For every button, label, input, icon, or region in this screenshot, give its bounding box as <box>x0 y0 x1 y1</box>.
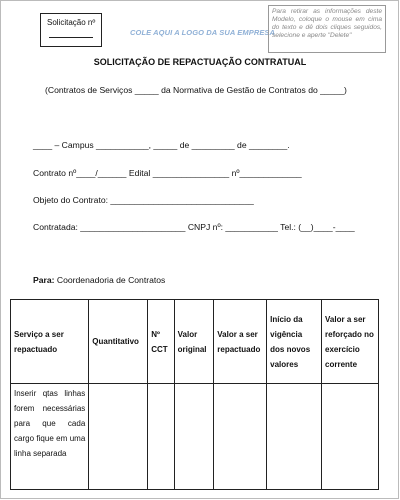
table-header-row <box>11 300 379 384</box>
header-cell: Quantitativo <box>89 300 148 384</box>
table-cell[interactable] <box>89 384 148 490</box>
table-row <box>11 384 379 490</box>
contrato-edital-line: Contrato nº____/______ Edital ________________ nº_____________ <box>33 168 302 178</box>
header-cell: Valor a ser reforçado no exercício corrente <box>322 300 379 384</box>
para-label: Para: <box>33 275 55 285</box>
addressee-line <box>33 275 165 285</box>
header-cell: Valor a ser repactuado <box>214 300 267 384</box>
table-cell[interactable] <box>174 384 214 490</box>
solicitacao-box <box>40 13 102 47</box>
campus-date-line: ____ – Campus ___________, _____ de _________ de ________. <box>33 140 290 150</box>
logo-placeholder: COLE AQUI A LOGO DA SUA EMPRESA <box>130 28 276 37</box>
solicitacao-label: Solicitação nº <box>47 18 96 27</box>
header-cell: Início da vigência dos novos valores <box>267 300 322 384</box>
repactuation-table <box>10 299 379 490</box>
table-cell[interactable] <box>148 384 174 490</box>
header-cell: Serviço a ser repactuado <box>11 300 89 384</box>
header-cell: Nº CCT <box>148 300 174 384</box>
instruction-note: Para retirar as informações deste Modelo, coloque o mouse em cima do texto e dê dois cliques seguidos, selecione e aperte "Delete" <box>268 5 386 53</box>
objeto-contrato-line: Objeto do Contrato: ______________________________ <box>33 195 254 205</box>
document-title: SOLICITAÇÃO DE REPACTUAÇÃO CONTRATUAL <box>93 57 307 67</box>
contracts-line: (Contratos de Serviços _____ da Normativa de Gestão de Contratos do _____) <box>45 85 347 95</box>
header-cell: Valor original <box>174 300 214 384</box>
table-cell[interactable]: Inserir qtas linhas forem necessárias para que cada cargo fique em uma linha separada <box>11 384 89 490</box>
table-cell[interactable] <box>267 384 322 490</box>
contratada-line: Contratada: ______________________ CNPJ nº: ___________ Tel.: (__)____-____ <box>33 222 355 232</box>
para-text: Coordenadoria de Contratos <box>54 275 166 285</box>
table-cell[interactable] <box>214 384 267 490</box>
table-cell[interactable] <box>322 384 379 490</box>
solicitacao-number-line <box>49 37 93 38</box>
